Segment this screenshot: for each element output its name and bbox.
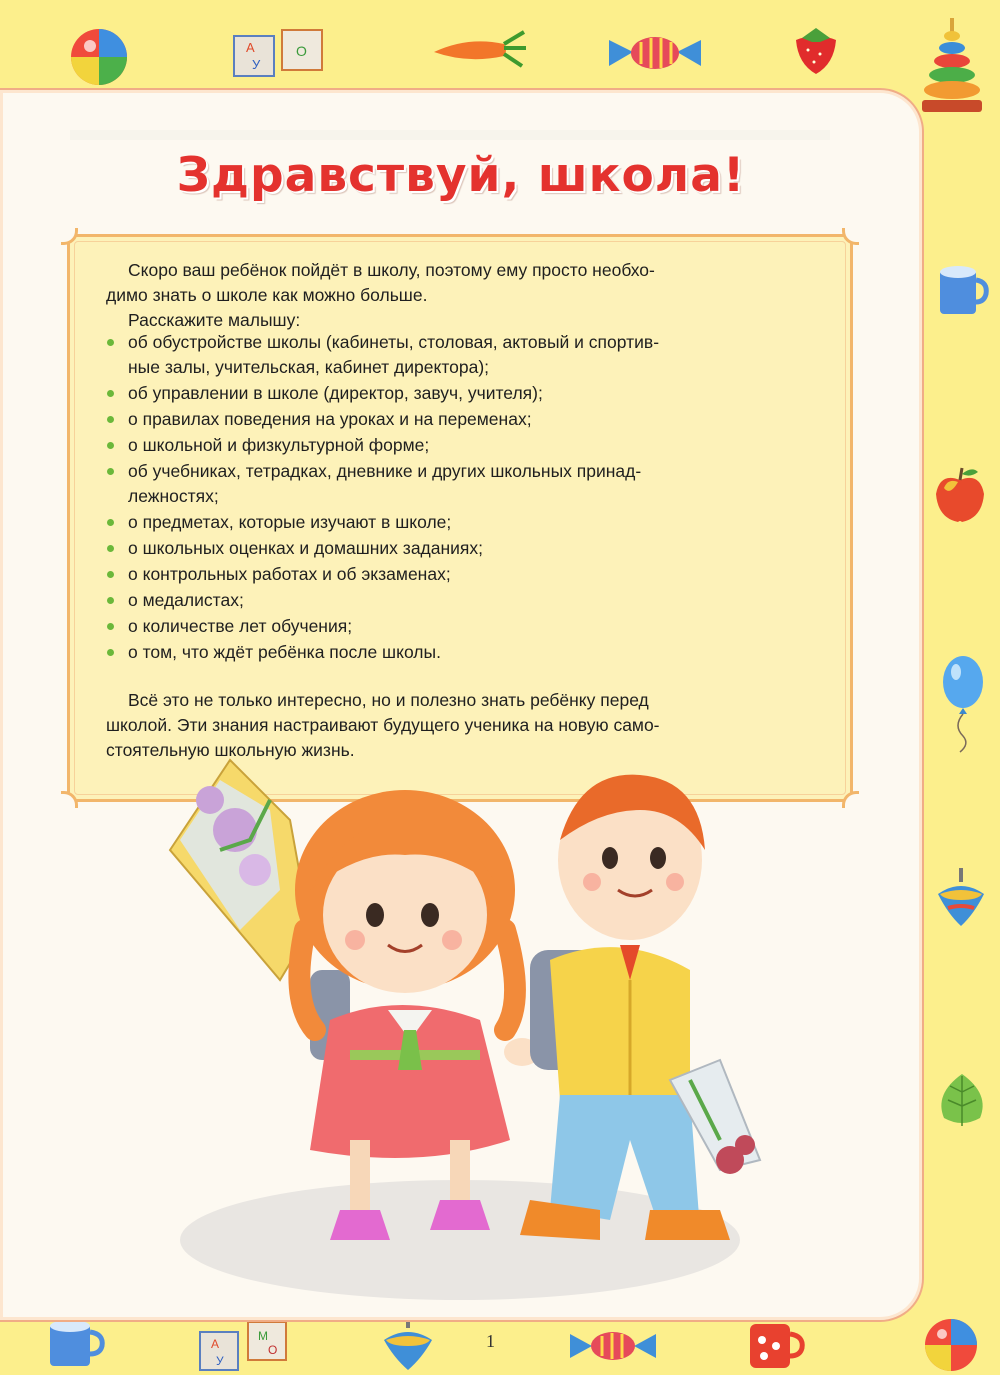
outro-line: Всё это не только интересно, но и полезно знать ребёнку перед <box>128 690 649 710</box>
list-item <box>106 640 816 665</box>
list-item <box>106 381 816 406</box>
list-item <box>106 459 816 509</box>
list-item <box>106 433 816 458</box>
outro-line: школой. Эти знания настраивают будущего ученика на новую само- <box>106 715 660 735</box>
bullet-icon <box>107 519 114 526</box>
list-item-text: об учебниках, тетрадках, дневнике и других школьных принад- <box>128 461 642 481</box>
leaf-icon <box>932 1070 992 1130</box>
block-letter: У <box>252 57 261 72</box>
list-item-text: об управлении в школе (директор, завуч, учителя); <box>128 383 543 403</box>
bullet-icon <box>107 545 114 552</box>
ball-icon <box>68 26 130 88</box>
box-corner <box>842 791 859 808</box>
list-item <box>106 407 816 432</box>
letter-blocks-icon <box>196 1318 296 1372</box>
list-item <box>106 510 816 535</box>
bullet-icon <box>107 623 114 630</box>
bullet-icon <box>107 571 114 578</box>
intro-line: димо знать о школе как можно больше. <box>106 285 428 305</box>
list-item-text: о количестве лет обучения; <box>128 616 353 636</box>
cup-icon <box>744 1318 806 1372</box>
bullet-icon <box>107 468 114 475</box>
spinning-top-icon <box>380 1316 436 1372</box>
intro-line: Расскажите малышу: <box>128 310 301 330</box>
spinning-top-icon <box>934 868 988 928</box>
mug-icon <box>934 262 990 322</box>
list-item <box>106 614 816 639</box>
candy-icon <box>605 28 705 78</box>
list-item <box>106 588 816 613</box>
list-item <box>106 562 816 587</box>
bullet-icon <box>107 390 114 397</box>
list-item-text: о правилах поведения на уроках и на переменах; <box>128 409 532 429</box>
list-item-text: о предметах, которые изучают в школе; <box>128 512 452 532</box>
ball-icon <box>920 1314 982 1372</box>
page-title: Здравствуй, школа! <box>176 148 746 203</box>
list-item-text: о медалистах; <box>128 590 244 610</box>
candy-icon <box>568 1326 658 1366</box>
balloon-icon <box>938 654 988 754</box>
bullet-icon <box>107 649 114 656</box>
mug-icon <box>44 1318 106 1370</box>
list-item <box>106 330 816 380</box>
box-corner <box>842 228 859 245</box>
carrot-icon <box>428 26 528 72</box>
box-corner <box>61 791 78 808</box>
intro-line: Скоро ваш ребёнок пойдёт в школу, поэтому ему просто необхо- <box>128 260 655 280</box>
block-letter: М <box>258 1329 268 1343</box>
box-corner <box>61 228 78 245</box>
letter-blocks-icon <box>230 22 330 78</box>
block-letter: А <box>211 1337 220 1351</box>
list-item-text: лежностях; <box>128 486 219 506</box>
outro-line: стоятельную школьную жизнь. <box>106 740 355 760</box>
bullet-icon <box>107 339 114 346</box>
page-number: 1 <box>486 1331 495 1351</box>
block-letter: О <box>296 43 307 59</box>
apple-icon <box>932 466 988 526</box>
topics-list <box>106 330 816 666</box>
block-letter: О <box>268 1343 278 1357</box>
girl-and-boy-with-flowers-illustration <box>160 740 780 1300</box>
list-item-text: ные залы, учительская, кабинет директора); <box>128 357 490 377</box>
stacking-pyramid-icon <box>918 16 986 116</box>
list-item <box>106 536 816 561</box>
list-item-text: о школьных оценках и домашних заданиях; <box>128 538 484 558</box>
list-item-text: о контрольных работах и об экзаменах; <box>128 564 451 584</box>
bullet-icon <box>107 442 114 449</box>
list-item-text: о школьной и физкультурной форме; <box>128 435 430 455</box>
list-item-text: о том, что ждёт ребёнка после школы. <box>128 642 441 662</box>
block-letter: А <box>246 40 255 55</box>
bullet-icon <box>107 416 114 423</box>
block-letter: У <box>216 1354 224 1368</box>
list-item-text: об обустройстве школы (кабинеты, столовая, актовый и спортив- <box>128 332 660 352</box>
strawberry-icon <box>790 24 842 76</box>
bullet-icon <box>107 597 114 604</box>
